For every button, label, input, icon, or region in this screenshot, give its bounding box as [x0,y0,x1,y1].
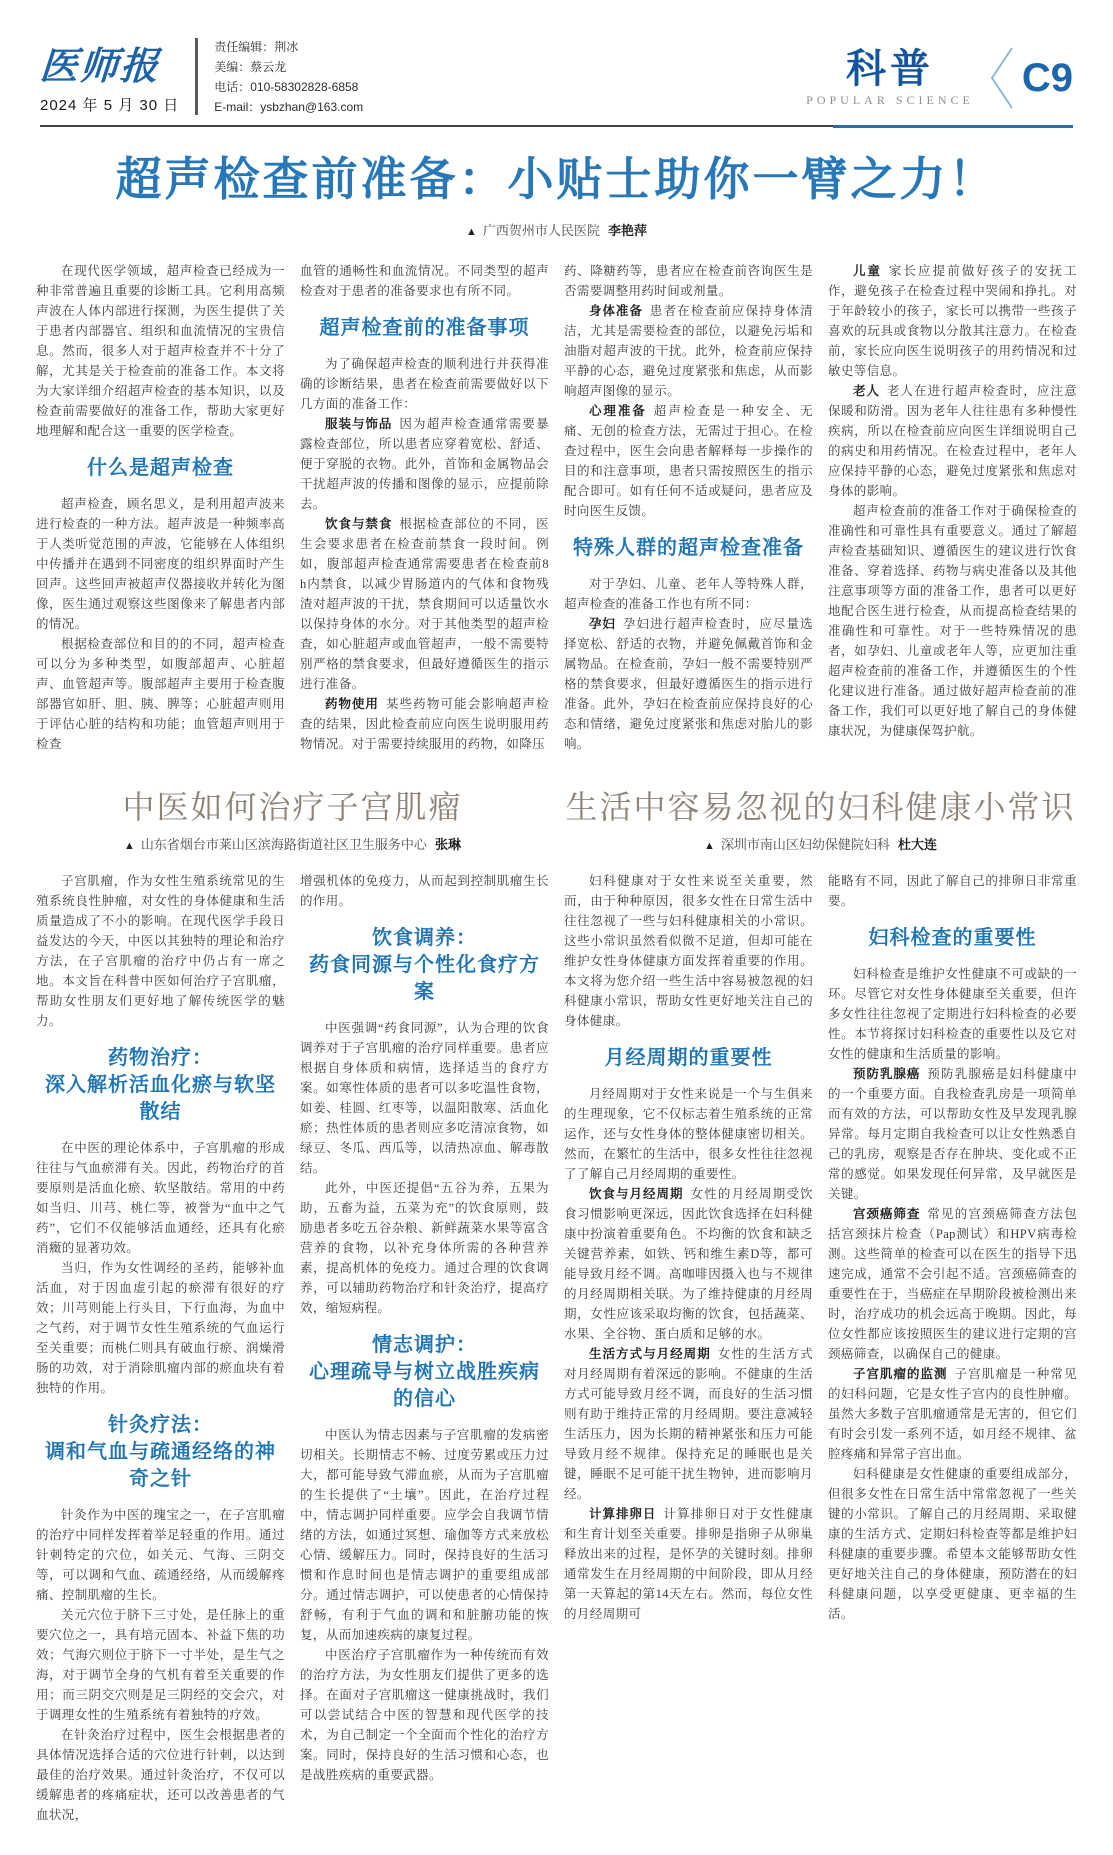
text-column [300,871,549,1785]
run-in-label: 预防乳腺癌 [853,1067,921,1082]
body-paragraph: 针灸作为中医的瑰宝之一，在子宫肌瘤的治疗中同样发挥着举足轻重的作用。通过针刺特定的穴位，如关元、气海、三阴交等，可以调和气血、疏通经络，从而缓解疼痛、控制肌瘤的生长。 [36,1508,285,1603]
body-paragraph: 中医认为情志因素与子宫肌瘤的发病密切相关。长期情志不畅、过度劳累或压力过大，都可能导致气滞血瘀，从而为子宫肌瘤的生长提供了“土壤”。因此，在治疗过程中，情志调护同样重要。应学会自我调节情绪的方法，如通过冥想、瑜伽等方式来放松心情、缓解压力。同时，保持良好的生活习惯和作息时间也是情志调护的重要组成部分。通过情志调护，可以使患者的心情保持舒畅，有利于气血的调和和脏腑功能的恢复，从而加速疾病的康复过程。 [300,1428,549,1643]
section-banner [806,46,1073,110]
body-paragraph: 孕妇 孕妇进行超声检查时，应尽量选择宽松、舒适的衣物，并避免佩戴首饰和金属物品。在检查前，孕妇一般不需要特别严格的禁食要求，但最好遵循医生的指示进行准备。此外，孕妇在检查前应保持良好的心态和情绪，避免过度紧张和焦虑对胎儿的影响。 [564,616,813,751]
masthead-divider [195,38,198,115]
sub-byline-gyn [564,834,1077,853]
body-paragraph: 增强机体的免疫力，从而起到控制肌瘤生长的作用。 [300,874,549,909]
run-in-label: 服装与饰品 [325,416,393,431]
editor-line: 责任编辑：荆冰 [214,40,299,54]
text-column [828,871,1077,1624]
body-paragraph: 根据检查部位和目的的不同，超声检查可以分为多种类型，如腹部超声、心脏超声、血管超声等。腹部超声主要用于检查腹部器官如肝、胆、胰、脾等；心脏超声则用于评估心脏的结构和功能；血管超声则用于检查 [36,636,285,751]
body-paragraph: 妇科健康是女性健康的重要组成部分，但很多女性在日常生活中常常忽视了一些关键的小常识。了解自己的月经周期、采取健康的生活方式、定期妇科检查等都是维护妇科健康的重要步骤。希望本文能够帮助女性更好地关注自己的身体健康，预防潜在的妇科健康问题，以享受更健康、更幸福的生活。 [828,1467,1077,1622]
article-gyn-health [564,788,1077,1825]
section-name-block [806,46,974,108]
body-paragraph: 能略有不同，因此了解自己的排卵日非常重要。 [828,874,1077,909]
body-paragraph: 心理准备 超声检查是一种安全、无痛、无创的检查方法，无需过于担心。在检查过程中，医生会向患者解释每一步操作的目的和注意事项，患者只需按照医生的指示配合即可。如有任何不适或疑问，患者应及时向医生反馈。 [564,403,813,518]
body-paragraph: 在针灸治疗过程中，医生会根据患者的具体情况选择合适的穴位进行针刺，以达到最佳的治疗效果。通过针灸治疗，不仅可以缓解患者的疼痛症状，还可以改善患者的气血状况， [36,1728,285,1823]
body-paragraph: 在现代医学领域，超声检查已经成为一种非常普遍且重要的诊断工具。它利用高频声波在人体内部进行探测，为医生提供了关于患者内部器官、组织和血流情况的宝贵信息。然而，很多人对于超声检查并不十分了解，尤其是关于检查前的准备工作。本文将为大家详细介绍超声检查的基本知识，以及检查前需要做好的准备工作，帮助大家更好地理解和配合这一重要的医学检查。 [36,263,285,438]
run-in-label: 儿童 [853,263,882,278]
byline-triangle-icon: ▲ [466,225,477,238]
newspaper-logo: 医师报 [38,46,162,88]
body-paragraph: 为了确保超声检查的顺利进行并获得准确的诊断结果，患者在检查前需要做好以下几方面的准备工作： [300,356,549,411]
run-in-label: 生活方式与月经周期 [589,1347,711,1362]
column-heading: 特殊人群的超声检查准备 [573,536,804,559]
main-headline: 超声检查前准备：小贴士助你一臂之力！ [115,153,998,205]
masthead-left [40,36,363,115]
bottom-articles [36,788,1077,1825]
byline-org: 广西贺州市人民医院 [482,222,600,238]
column-heading: 什么是超声检查 [87,456,234,479]
body-paragraph: 药物使用 某些药物可能会影响超声检查的结果，因此检查前应向医生说明服用药物情况。对于需要持续服用的药物，如降压 [300,696,549,751]
body-paragraph: 子宫肌瘤，作为女性生殖系统常见的生殖系统良性肿瘤，对女性的身体健康和生活质量造成了不小的影响。在现代医学手段日益发达的今天，中医以其独特的理论和治疗方法，在子宫肌瘤的治疗中仍占有一席之地。本文旨在科普中医如何治疗子宫肌瘤，帮助女性朋友们更好地了解传统医学的魅力。 [36,874,285,1029]
byline-org: 深圳市南山区妇幼保健院妇科 [720,837,890,853]
sub-headline-tcm: 中医如何治疗子宫肌瘤 [122,788,463,825]
masthead-info [214,36,363,115]
section-name-en: POPULAR SCIENCE [806,92,974,107]
column-heading: 月经周期的重要性 [604,1047,773,1070]
column-heading: 针灸疗法： 调和气血与疏通经络的神奇之针 [45,1414,276,1491]
text-column [36,261,285,754]
run-in-label: 药物使用 [325,696,379,711]
body-paragraph: 在中医的理论体系中，子宫肌瘤的形成往往与气血瘀滞有关。因此，药物治疗的首要原则是活血化瘀、软坚散结。常用的中药如当归、川芎、桃仁等，被誉为“血中之气药”，它们不仅能够活血通经，还具有化瘀消癥的显著功效。 [36,1141,285,1256]
byline-triangle-icon: ▲ [124,840,135,853]
body-paragraph: 超声检查前的准备工作对于确保检查的准确性和可靠性具有重要意义。通过了解超声检查基础知识、遵循医生的建议进行饮食准备、穿着选择、药物与病史准备以及其他注意事项等方面的准备工作，患者可以更好地配合医生进行检查，从而提高检查结果的准确性和可靠性。对于一些特殊情况的患者，如孕妇、儿童或老年人等，应更加注重超声检查前的准备工作，并遵循医生的个性化建议进行准备。通过做好超声检查前的准备工作，我们可以更好地了解自己的身体健康状况，为健康保驾护航。 [828,503,1077,738]
body-paragraph: 中医强调“药食同源”，认为合理的饮食调养对于子宫肌瘤的治疗同样重要。患者应根据自身体质和病情，选择适当的食疗方案。如寒性体质的患者可以多吃温性食物，如姜、桂圆、红枣等，以温阳散寒、活血化瘀；热性体质的患者则应多吃清凉食物，如绿豆、冬瓜、西瓜等，以清热凉血、解毒散结。 [300,1021,549,1176]
article-ultrasound [36,153,1077,754]
article-columns [36,871,549,1825]
column-heading: 妇科检查的重要性 [868,927,1037,950]
byline-org: 山东省烟台市莱山区滨海路街道社区卫生服务中心 [140,837,427,853]
body-paragraph: 血管的通畅性和血流情况。不同类型的超声检查对于患者的准备要求也有所不同。 [300,263,549,298]
column-heading: 情志调护： 心理疏导与树立战胜疾病的信心 [309,1334,540,1411]
masthead-rule [40,125,1073,127]
body-paragraph: 妇科检查是维护女性健康不可或缺的一环。尽管它对女性身体健康至关重要，但许多女性往往忽视了定期进行妇科检查的必要性。本节将探讨妇科检查的重要性以及它对女性的健康和生活质量的影响。 [828,967,1077,1062]
page-number: C9 [1021,56,1073,100]
text-column [564,871,813,1624]
run-in-label: 子宫肌瘤的监测 [853,1367,948,1382]
body-paragraph: 中医治疗子宫肌瘤作为一种传统而有效的治疗方法，为女性朋友们提供了更多的选择。在面对子宫肌瘤这一健康挑战时，我们可以尝试结合中医的智慧和现代医学的技术，为自己制定一个全面而个性化的治疗方案。同时，保持良好的生活习惯和心态，也是战胜疾病的重要武器。 [300,1648,549,1783]
body-paragraph: 药、降糖药等，患者应在检查前咨询医生是否需要调整用药时间或剂量。 [564,263,813,298]
body-paragraph: 预防乳腺癌 预防乳腺癌是妇科健康中的一个重要方面。自我检查乳房是一项简单而有效的方法，可以帮助女性及早发现乳腺异常。每月定期自我检查可以让女性熟悉自己的乳房，观察是否存在肿块、变化或不正常的感觉。如果发现任何异常，及早就医是关键。 [828,1067,1077,1202]
run-in-label: 计算排卵日 [589,1507,657,1522]
text-column [564,261,813,754]
run-in-label: 饮食与月经周期 [589,1187,684,1202]
body-paragraph: 月经周期对于女性来说是一个与生俱来的生理现象，它不仅标志着生殖系统的正常运作，还与女性身体的整体健康密切相关。然而，在繁忙的生活中，很多女性往往忽视了了解自己月经周期的重要性。 [564,1087,813,1182]
text-column [36,871,285,1825]
designer-line: 美编：蔡云龙 [214,60,287,74]
body-paragraph: 生活方式与月经周期 女性的生活方式对月经周期有着深远的影响。不健康的生活方式可能导致月经不调，而良好的生活习惯则有助于维持正常的月经周期。要注意减轻生活压力，因为长期的精神紧张和压力可能导致月经不规律。保持充足的睡眠也是关键，睡眠不足可能干扰生物钟，进而影响月经。 [564,1347,813,1502]
article-columns [564,871,1077,1624]
run-in-label: 饮食与禁食 [325,516,393,531]
body-paragraph: 对于孕妇、儿童、老年人等特殊人群，超声检查的准备工作也有所不同： [564,576,813,611]
text-column [828,261,1077,741]
body-paragraph: 身体准备 患者在检查前应保持身体清洁，尤其是需要检查的部位，以避免污垢和油脂对超声波的干扰。此外，检查前应保持平静的心态，避免过度紧张和焦虑，从而影响超声图像的显示。 [564,303,813,398]
column-heading: 药物治疗： 深入解析活血化瘀与软坚散结 [45,1047,276,1124]
byline-author: 李艳萍 [607,222,647,238]
body-paragraph: 此外，中医还提倡“五谷为养，五果为助，五畜为益，五菜为充”的饮食原则，鼓励患者多吃五谷杂粮、新鲜蔬菜水果等富含营养的食物，以补充身体所需的各种营养素，提高机体的免疫力。通过合理的饮食调养，可以辅助药物治疗和针灸治疗，提高疗效，缩短病程。 [300,1181,549,1316]
run-in-label: 老人 [853,383,880,398]
body-paragraph: 关元穴位于脐下三寸处，是任脉上的重要穴位之一，具有培元固本、补益下焦的功效；气海穴则位于脐下一寸半处，是生气之海，对于调节全身的气机有着至关重要的作用；而三阴交穴则是足三阴经的交会穴，对于调理女性的生殖系统有着独特的疗效。 [36,1608,285,1723]
email-line: E-mail：ysbzhan@163.com [214,100,364,114]
body-paragraph: 超声检查，顾名思义，是利用超声波来进行检查的一种方法。超声波是一种频率高于人类听觉范围的声波，它能够在人体组织中传播并在遇到不同密度的组织界面时产生回声。这些回声被超声仪器接收并转化为图像，医生通过观察这些图像来了解患者内部的情况。 [36,496,285,631]
column-heading: 超声检查前的准备事项 [319,316,530,339]
body-paragraph: 宫颈癌筛查 常见的宫颈癌筛查方法包括宫颈抹片检查（Pap测试）和HPV病毒检测。这些简单的检查可以在医生的指导下迅速完成，通常不会引起不适。宫颈癌筛查的重要性在于，当癌症在早期阶段被检测出来时，治疗成功的机会远高于晚期。因此，每位女性都应该按照医生的建议进行定期的宫颈癌筛查，以确保自己的健康。 [828,1207,1077,1362]
sub-headline-gyn: 生活中容易忽视的妇科健康小常识 [565,788,1076,825]
byline-author: 杜大连 [897,837,937,853]
run-in-label: 宫颈癌筛查 [853,1207,921,1222]
byline-triangle-icon: ▲ [704,840,715,853]
body-paragraph: 饮食与月经周期 女性的月经周期受饮食习惯影响更深远，因此饮食选择在妇科健康中扮演着重要角色。不均衡的饮食和缺乏关键营养素，如铁、钙和维生素D等，都可能导致月经不调。高咖啡因摄入也与不规律的月经周期相关联。为了维持健康的月经周期，女性应该采取均衡的饮食，包括蔬菜、水果、全谷物、蛋白质和足够的水。 [564,1187,813,1342]
logo-block [40,36,179,115]
body-paragraph: 计算排卵日 计算排卵日对于女性健康和生育计划至关重要。排卵是指卵子从卵巢释放出来的过程，是怀孕的关键时刻。排卵通常发生在月经周期的中间阶段，即从月经第一天算起的第14天左右。然而，每位女性的月经周期可 [564,1507,813,1622]
byline-author: 张琳 [434,837,461,853]
text-column [300,261,549,754]
main-byline [36,220,1077,239]
run-in-label: 身体准备 [589,303,643,318]
article-tcm-fibroid [36,788,549,1825]
column-heading: 饮食调养： 药食同源与个性化食疗方案 [309,927,540,1004]
run-in-label: 孕妇 [589,616,616,631]
run-in-label: 心理准备 [589,403,647,418]
body-paragraph: 妇科健康对于女性来说至关重要，然而，由于种种原因，很多女性在日常生活中往往忽视了一些与妇科健康相关的小常识。这些小常识虽然看似微不足道，但却可能在维护女性身体健康方面发挥着重要的作用。本文将为您介绍一些生活中容易被忽视的妇科健康小常识，帮助女性更好地关注自己的身体健康。 [564,874,813,1029]
body-paragraph: 服装与饰品 因为超声检查通常需要暴露检查部位，所以患者应穿着宽松、舒适、便于穿脱的衣物。此外，首饰和金属物品会干扰超声波的传播和图像的显示，应提前除去。 [300,416,549,511]
article-columns [36,261,1077,754]
page-content [36,153,1077,1825]
issue-date: 2024 年 5 月 30 日 [40,97,180,114]
masthead-rule-blue [833,125,1073,128]
body-paragraph: 饮食与禁食 根据检查部位的不同，医生会要求患者在检查前禁食一段时间。例如，腹部超声检查通常需要患者在检查前8 h内禁食，以减少胃肠道内的气体和食物残渣对超声波的干扰，禁食期间可以适量饮水以保持身体的水分。对于其他类型的超声检查，如心脏超声或血管超声，一般不需要特别严格的禁食要求，但最好遵循医生的指示进行准备。 [300,516,549,691]
section-name-cn: 科普 [846,46,935,91]
masthead [36,28,1077,125]
body-paragraph: 儿童 家长应提前做好孩子的安抚工作，避免孩子在检查过程中哭闹和挣扎。对于年龄较小的孩子，家长可以携带一些孩子喜欢的玩具或食物以分散其注意力。在检查前，家长应向医生说明孩子的用药情况和过敏史等信息。 [828,263,1078,378]
body-paragraph: 子宫肌瘤的监测 子宫肌瘤是一种常见的妇科问题，它是女性子宫内的良性肿瘤。虽然大多数子宫肌瘤通常是无害的，但它们有时会引发一系列不适，如月经不规律、盆腔疼痛和异常子宫出血。 [828,1367,1077,1462]
sub-byline-tcm [36,834,549,853]
chevron-left-icon [988,46,1014,110]
phone-line: 电话：010-58302828-6858 [214,80,359,94]
body-paragraph: 当归，作为女性调经的圣药，能够补血活血，对于因血虚引起的瘀滞有很好的疗效；川芎则能上行头目，下行血海，为血中之气药，对于调节女性生殖系统的气血运行至关重要；而桃仁则具有破血行瘀、润燥滑肠的功效，对于消除肌瘤内部的瘀血块有着独特的作用。 [36,1261,285,1396]
body-paragraph: 老人 老人在进行超声检查时，应注意保暖和防滑。因为老年人往往患有多种慢性疾病，所以在检查前应向医生详细说明自己的病史和用药情况。在检查过程中，老年人应保持平静的心态，避免过度紧张和焦虑对身体的影响。 [828,383,1077,498]
